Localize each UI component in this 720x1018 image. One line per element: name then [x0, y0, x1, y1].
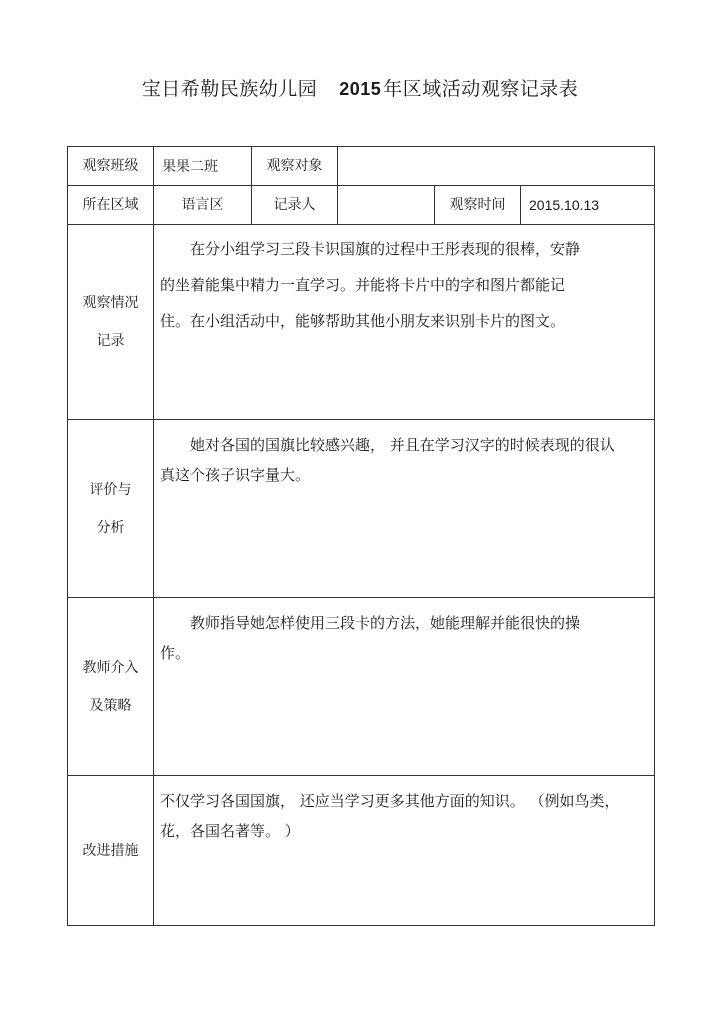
evaluation-section-row — [68, 420, 655, 598]
observation-label-line2: 记录 — [96, 333, 125, 349]
title-year: 2015 — [339, 79, 382, 99]
evaluation-label-line2: 分析 — [96, 519, 125, 536]
title-prefix: 宝日希勒民族幼儿园 — [141, 78, 318, 100]
header-row-area — [68, 186, 655, 225]
evaluation-text: 她对各国的国旗比较感兴趣， 并且在学习汉字的时候表现的很认真这个孩子识字量大。 — [160, 436, 615, 484]
observation-section-content — [154, 225, 655, 420]
class-value: 果果二班 — [154, 147, 252, 186]
area-label: 所在区域 — [68, 186, 154, 225]
time-value: 2015.10.13 — [521, 186, 655, 225]
intervention-text: 教师指导她怎样使用三段卡的方法，她能理解并能很快的操作。 — [160, 614, 581, 662]
improvement-section-content — [154, 776, 655, 926]
header-row-class — [68, 147, 655, 186]
intervention-label-line1: 教师介入 — [82, 659, 139, 676]
intervention-section-content — [154, 598, 655, 776]
page-title — [0, 74, 720, 101]
observation-label-line1: 观察情况 — [82, 295, 139, 311]
observation-section-row — [68, 225, 655, 420]
time-label: 观察时间 — [435, 186, 521, 225]
intervention-label-line2: 及策略 — [89, 697, 132, 714]
recorder-value — [338, 186, 435, 225]
evaluation-section-label — [68, 420, 154, 598]
title-suffix: 年区域活动观察记录表 — [383, 78, 579, 100]
evaluation-section-content — [154, 420, 655, 598]
intervention-section-label — [68, 598, 154, 776]
observation-record-table — [67, 146, 655, 926]
area-value: 语言区 — [154, 186, 252, 225]
improvement-section-row — [68, 776, 655, 926]
subject-value — [338, 147, 655, 186]
subject-label: 观察对象 — [252, 147, 338, 186]
improvement-section-label: 改进措施 — [68, 776, 154, 926]
observation-section-label — [68, 225, 154, 420]
class-label: 观察班级 — [68, 147, 154, 186]
evaluation-label-line1: 评价与 — [89, 481, 132, 498]
improvement-text: 不仅学习各国国旗， 还应当学习更多其他方面的知识。 （例如鸟类，花，各国名著等。 ） — [160, 792, 620, 840]
intervention-section-row — [68, 598, 655, 776]
recorder-label: 记录人 — [252, 186, 338, 225]
observation-text: 在分小组学习三段卡识国旗的过程中王彤表现的很棒，安静的坐着能集中精力一直学习。并能将卡片中的字和图片都能记住。在小组活动中，能够帮助其他小朋友来识别卡片的图文。 — [160, 240, 581, 330]
